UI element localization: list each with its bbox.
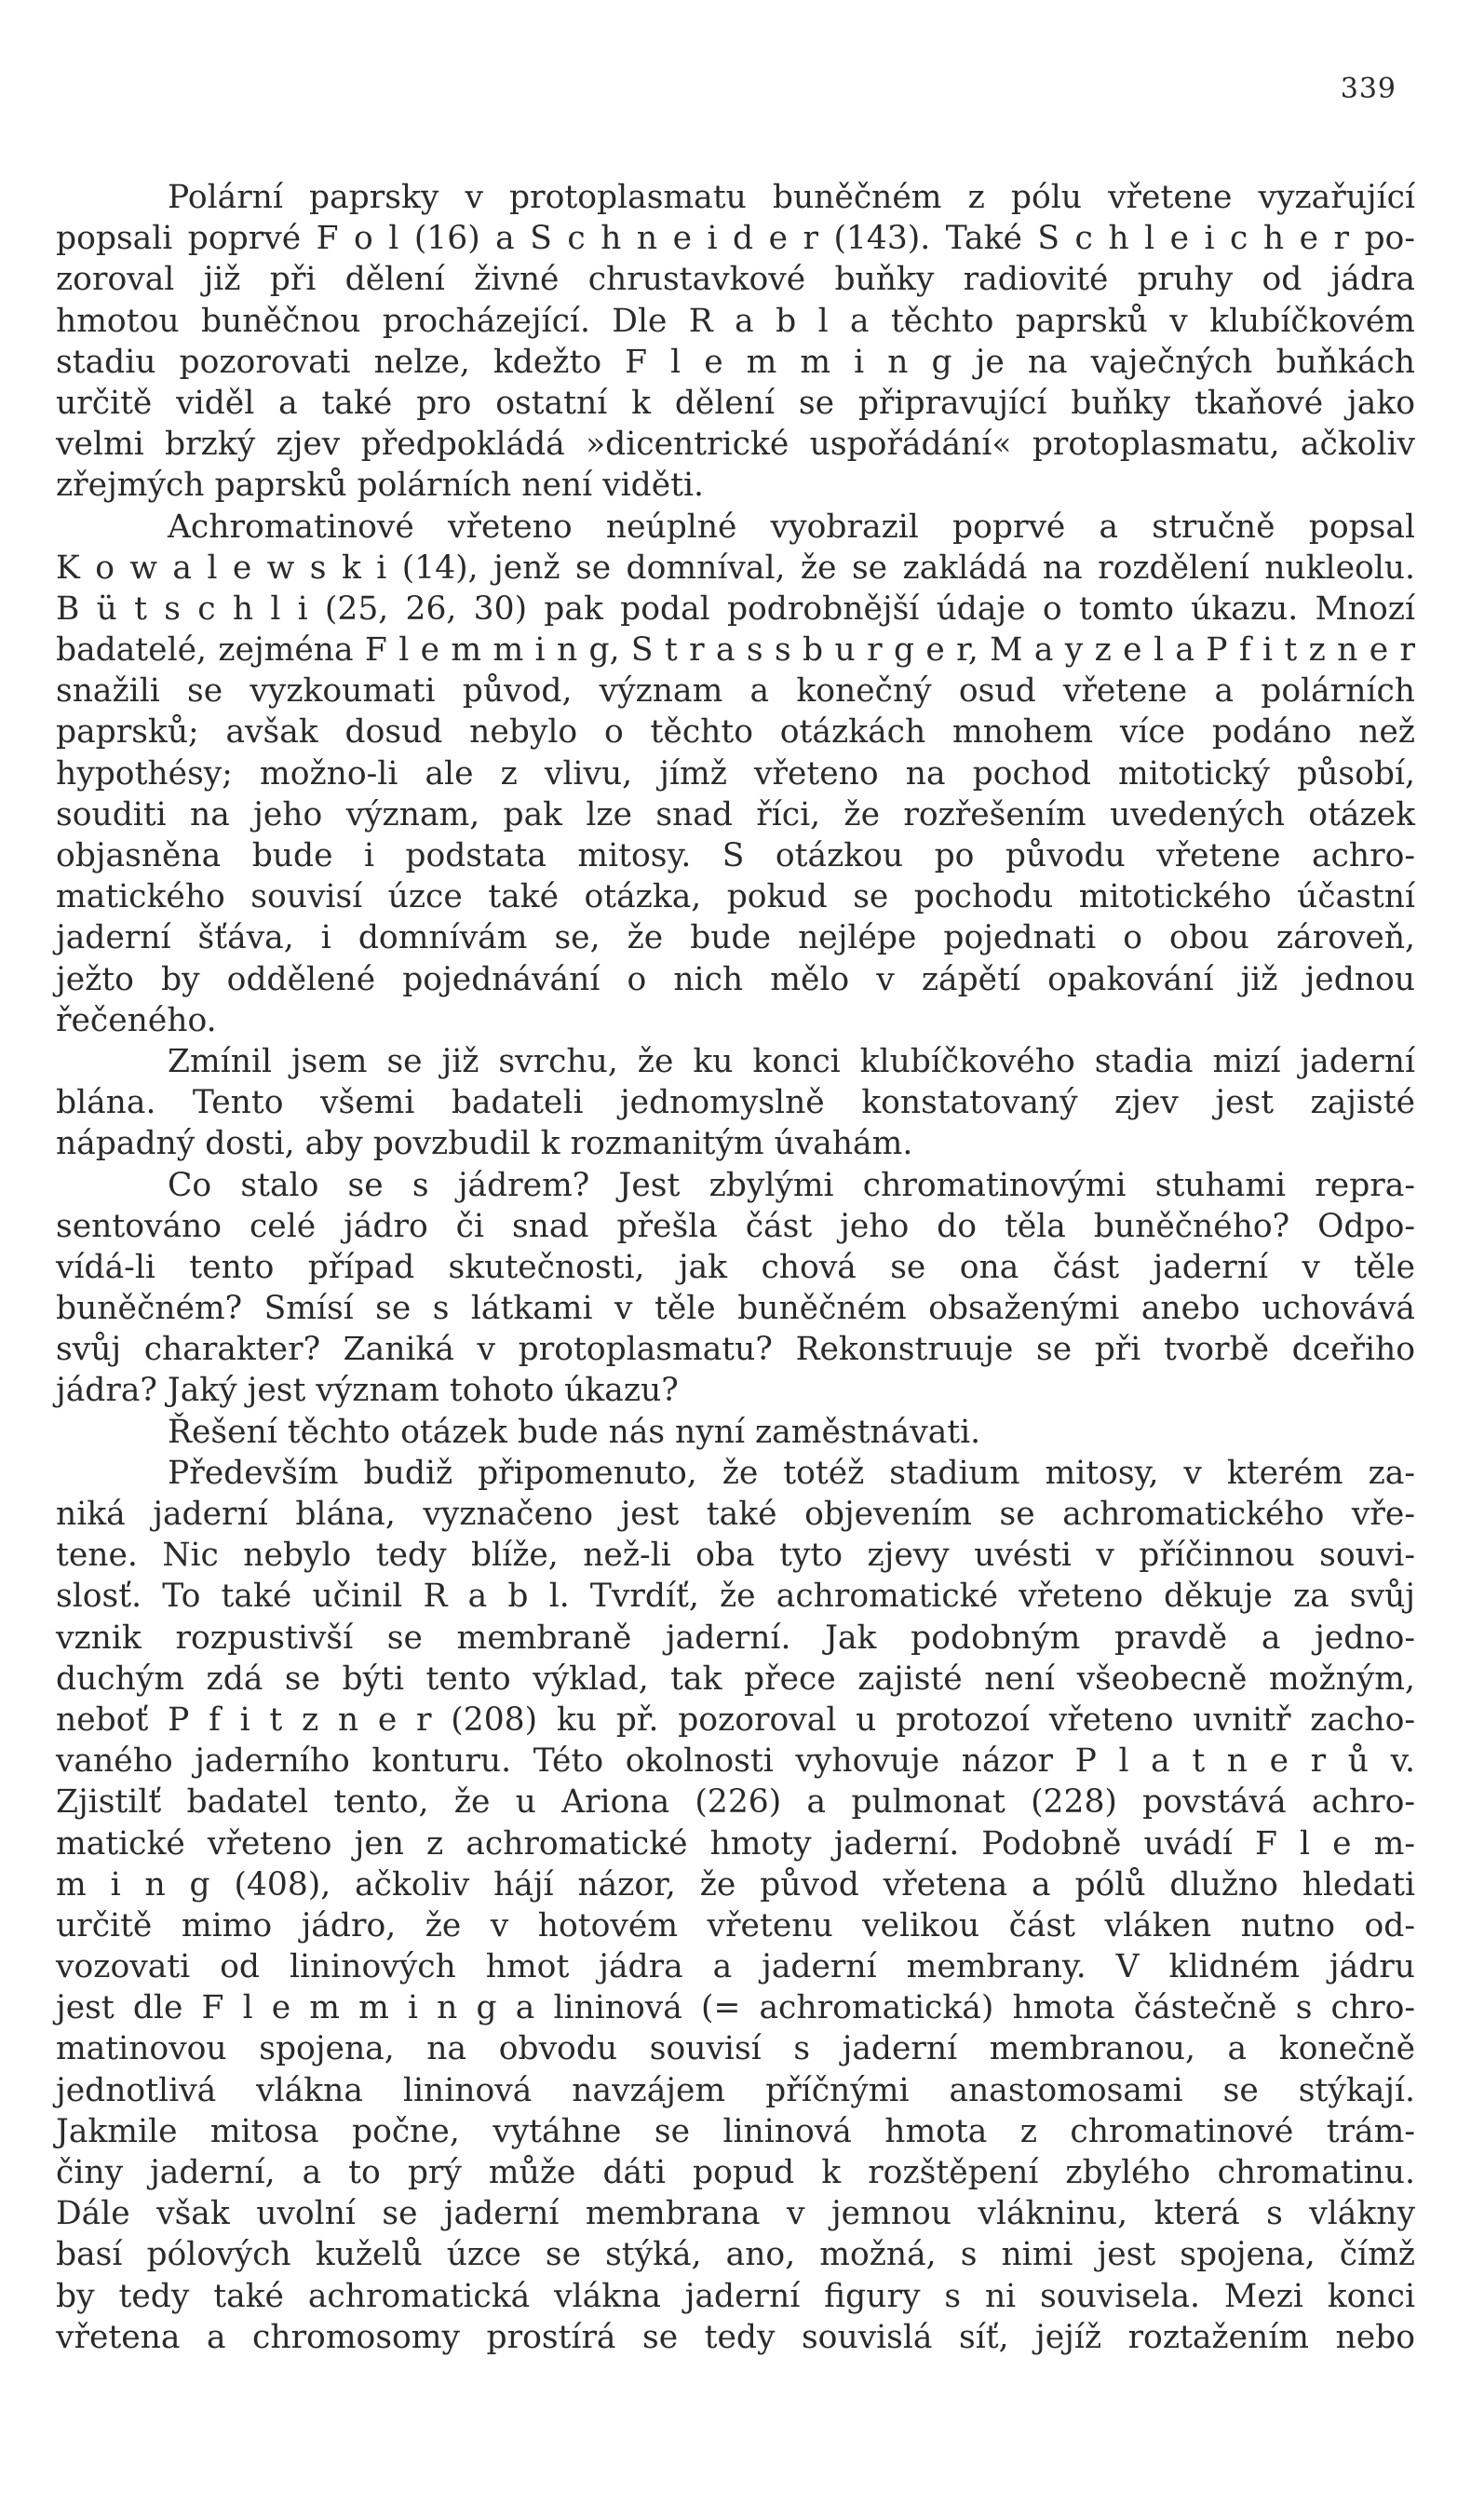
page-number-text: 339 — [1340, 73, 1397, 105]
text-line: velmi brzký zjev předpokládá »dicentrické uspořádání« protoplasmatu, ačkoliv — [56, 426, 1415, 464]
text-line: vznik rozpustivší se membraně jaderní. Jak podobným pravdě a jedno- — [56, 1619, 1415, 1657]
text-line: popsali poprvé F o l (16) a S c h n e i d e r (143). Také S c h l e i c h e r po- — [56, 220, 1415, 258]
text-line: určitě mimo jádro, že v hotovém vřetenu velikou část vláken nutno od- — [56, 1906, 1415, 1944]
text-line: Zjistilť badatel tento, že u Ariona (226) a pulmonat (228) povstává achro- — [56, 1783, 1415, 1822]
text-line: matického souvisí úzce také otázka, pokud se pochodu mitotického účastní — [56, 878, 1415, 916]
text-line: určitě viděl a také pro ostatní k dělení se připravující buňky tkaňové jako — [56, 384, 1415, 422]
text-line: snažili se vyzkoumati původ, význam a konečný osud vřetene a polárních — [56, 672, 1415, 711]
text-line: zřejmých paprsků polárních není viděti. — [56, 467, 704, 505]
text-line: matické vřeteno jen z achromatické hmoty jaderní. Podobně uvádí F l e m- — [56, 1824, 1415, 1863]
text-line: blána. Tento všemi badateli jednomyslně konstatovaný zjev jest zajisté — [56, 1084, 1415, 1122]
text-line: duchým zdá se býti tento výklad, tak přece zajisté není všeobecně možným, — [56, 1660, 1415, 1698]
text-line: slosť. To také učinil R a b l. Tvrdíť, že achromatické vřeteno děkuje za svůj — [56, 1578, 1415, 1616]
text-line: jaderní šťáva, i domnívám se, že bude nejlépe pojednati o obou zároveň, — [56, 919, 1415, 957]
text-line: Achromatinové vřeteno neúplné vyobrazil poprvé a stručně popsal — [168, 508, 1415, 546]
text-line: by tedy také achromatická vlákna jaderní figury s ni souvisela. Mezi konci — [56, 2277, 1415, 2315]
text-line: tene. Nic nebylo tedy blíže, než-li oba tyto zjevy uvésti v příčinnou souvi- — [56, 1537, 1415, 1575]
text-line: paprsků; avšak dosud nebylo o těchto otázkách mnohem více podáno než — [56, 713, 1415, 752]
text-line: Polární paprsky v protoplasmatu buněčném z pólu vřetene vyzařující — [168, 179, 1415, 216]
text-line: vídá-li tento případ skutečnosti, jak chová se ona část jaderní v těle — [56, 1248, 1415, 1286]
text-line: jádra? Jaký jest význam tohoto úkazu? — [56, 1372, 679, 1410]
text-line: badatelé, zejména F l e m m i n g, S t r a s s b u r g e r, M a y z e l a P f i t z n e r — [56, 631, 1415, 670]
text-line: Řešení těchto otázek bude nás nyní zaměstnávati. — [168, 1413, 981, 1451]
text-line: B ü t s c h l i (25, 26, 30) pak podal podrobnější údaje o tomto úkazu. Mnozí — [56, 589, 1415, 628]
text-line: jednotlivá vlákna lininová navzájem příčnými anastomosami se stýkají. — [56, 2071, 1415, 2109]
body-text — [56, 177, 1415, 2358]
text-line: K o w a l e w s k i (14), jenž se domníval, že se zakládá na rozdělení nukleolu. — [56, 549, 1415, 587]
text-line: nápadný dosti, aby povzbudil k rozmanitým úvahám. — [56, 1125, 913, 1163]
text-line: jest dle F l e m m i n g a lininová (= achromatická) hmota částečně s chro- — [56, 1989, 1415, 2027]
text-line: neboť P f i t z n e r (208) ku př. pozoroval u protozoí vřeteno uvnitř zacho- — [56, 1700, 1415, 1739]
text-line: řečeného. — [56, 1001, 217, 1039]
text-line: sentováno celé jádro či snad přešla část jeho do těla buněčného? Odpo- — [56, 1207, 1415, 1245]
text-line: činy jaderní, a to prý může dáti popud k rozštěpení zbylého chromatinu. — [56, 2154, 1415, 2191]
text-line: stadiu pozorovati nelze, kdežto F l e m m i n g je na vaječných buňkách — [56, 343, 1415, 381]
text-line: ježto by oddělené pojednávání o nich mělo v zápětí opakování již jednou — [56, 960, 1415, 998]
text-line: m i n g (408), ačkoliv hájí názor, že původ vřetena a pólů dlužno hledati — [56, 1865, 1415, 1904]
text-line: souditi na jeho význam, pak lze snad říci, že rozřešením uvedených otázek — [56, 795, 1415, 833]
text-line: basí pólových kuželů úzce se stýká, ano, možná, s nimi jest spojena, čímž — [56, 2236, 1415, 2274]
page-number — [1341, 73, 1397, 105]
text-line: svůj charakter? Zaniká v protoplasmatu? Rekonstruuje se při tvorbě dceřiho — [56, 1331, 1415, 1369]
text-line: Dále však uvolní se jaderní membrana v jemnou vlákninu, která s vlákny — [56, 2195, 1415, 2233]
text-line: buněčném? Smísí se s látkami v těle buněčném obsaženými anebo uchovává — [56, 1290, 1415, 1328]
text-line: hmotou buněčnou procházející. Dle R a b l a těchto paprsků v klubíčkovém — [56, 302, 1415, 340]
text-line: Zmínil jsem se již svrchu, že ku konci klubíčkového stadia mizí jaderní — [168, 1042, 1415, 1080]
text-line: matinovou spojena, na obvodu souvisí s jaderní membranou, a konečně — [56, 2030, 1415, 2068]
text-line: hypothésy; možno-li ale z vlivu, jímž vřeteno na pochod mitotický působí, — [56, 754, 1415, 793]
text-line: niká jaderní blána, vyznačeno jest také objevením se achromatického vře- — [56, 1496, 1415, 1533]
text-line: vřetena a chromosomy prostírá se tedy souvislá síť, jejíž roztažením nebo — [56, 2318, 1415, 2356]
text-line: Co stalo se s jádrem? Jest zbylými chromatinovými stuhami repra- — [168, 1166, 1415, 1204]
text-line: objasněna bude i podstata mitosy. S otázkou po původu vřetene achro- — [56, 837, 1415, 874]
text-line: Především budiž připomenuto, že totéž stadium mitosy, v kterém za- — [168, 1454, 1415, 1492]
text-line: Jakmile mitosa počne, vytáhne se lininová hmota z chromatinové trám- — [56, 2112, 1415, 2150]
text-line: zoroval již při dělení živné chrustavkové buňky radiovité pruhy od jádra — [56, 261, 1415, 299]
text-line: vaného jaderního konturu. Této okolnosti vyhovuje názor P l a t n e r ů v. — [56, 1742, 1415, 1781]
text-line: vozovati od lininových hmot jádra a jaderní membrany. V klidném jádru — [56, 1948, 1415, 1986]
